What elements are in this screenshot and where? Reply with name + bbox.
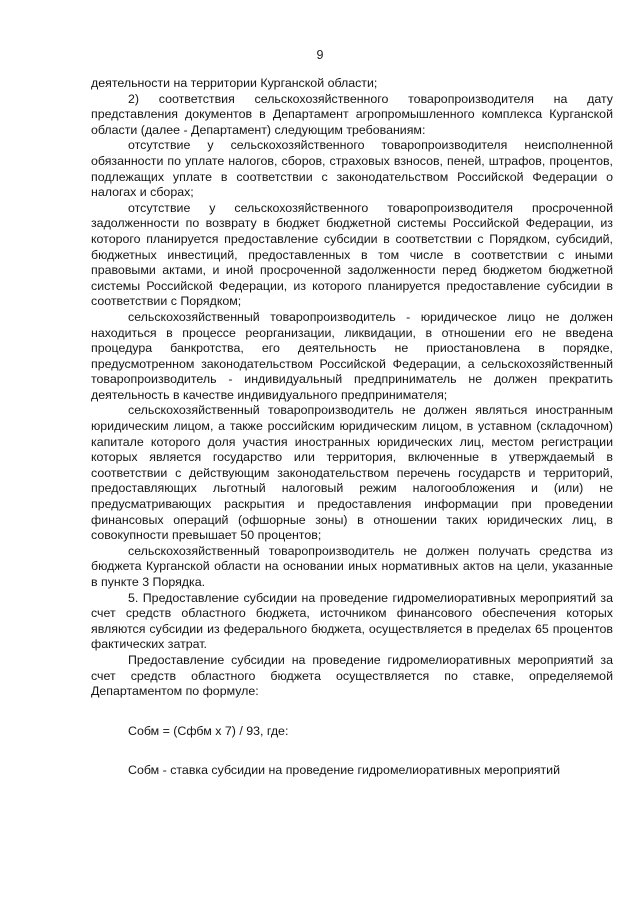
paragraph-item-5: 5. Предоставление субсидии на проведение гидромелиоративных мероприятий за счет средств областного бюджета, источником финансового обеспечения которых являются субсидии из федерального бюджета, осуществляется в пределах 65 процентов фактических затрат. — [91, 590, 613, 652]
page-number: 9 — [316, 48, 324, 62]
paragraph-continuation: деятельности на территории Курганской области; — [91, 76, 378, 90]
paragraph-legal-entity-status: сельскохозяйственный товаропроизводитель - юридическое лицо не должен находиться в процессе реорганизации, ликвидации, в отношении его не введена процедура банкротства, его деятельность не приостановлена в порядке, предусмотренном законодательством Российской Федерации, а сельскохозяйственный товаропроизводитель - индивидуальный предприниматель не должен прекратить деятельность в качестве индивидуального предпринимателя; — [91, 309, 613, 402]
paragraph-item-2: 2) соответствия сельскохозяйственного товаропроизводителя на дату представления документов в Департамент агропромышленного комплекса Курганской области (далее - Департамент) следующим требованиям: — [91, 91, 613, 137]
paragraph-rate-formula-intro: Предоставление субсидии на проведение гидромелиоративных мероприятий за счет средств областного бюджета осуществляется по ставке, определяемой Департаментом по формуле: — [91, 652, 613, 699]
paragraph-other-funding: сельскохозяйственный товаропроизводитель не должен получать средства из бюджета Курганской области на основании иных нормативных актов на цели, указанные в пункте 3 Порядка. — [91, 543, 613, 589]
paragraph-tax-arrears: отсутствие у сельскохозяйственного товаропроизводителя неисполненной обязанности по уплате налогов, сборов, страховых взносов, пеней, штрафов, процентов, подлежащих уплате в соответствии с законодательством Российской Федерации о налогах и сборах; — [91, 138, 613, 200]
paragraph-budget-arrears: отсутствие у сельскохозяйственного товаропроизводителя просроченной задолженности по возврату в бюджет бюджетной системы Российской Федерации, из которого планируется предоставление субсидии в соответствии с Порядком, субсидий, бюджетных инвестиций, предоставленных в том числе в соответствии с иными правовыми актами, и иной просроченной задолженности перед бюджетом бюджетной системы Российской Федерации, из которого планируется предоставление субсидии в соответствии с Порядком; — [91, 200, 613, 309]
formula: Собм = (Сфбм х 7) / 93, где: — [128, 723, 289, 738]
paragraph-foreign-entity: сельскохозяйственный товаропроизводитель не должен являться иностранным юридическим лицом, а также российским юридическим лицом, в уставном (складочном) капитале которого доля участия иностранных юридических лиц, местом регистрации которых является государство или территория, включенные в утверждаемый в соответствии с действующим законодательством перечень государств и территорий, предоставляющих льготный налоговый режим налогообложения и (или) не предусматривающих раскрытия и предоставления информации при проведении финансовых операций (офшорные зоны) в отношении таких юридических лиц, в совокупности превышает 50 процентов; — [91, 403, 613, 543]
document-body — [91, 76, 613, 779]
formula-definition: Собм - ставка субсидии на проведение гидромелиоративных мероприятий — [128, 763, 561, 778]
